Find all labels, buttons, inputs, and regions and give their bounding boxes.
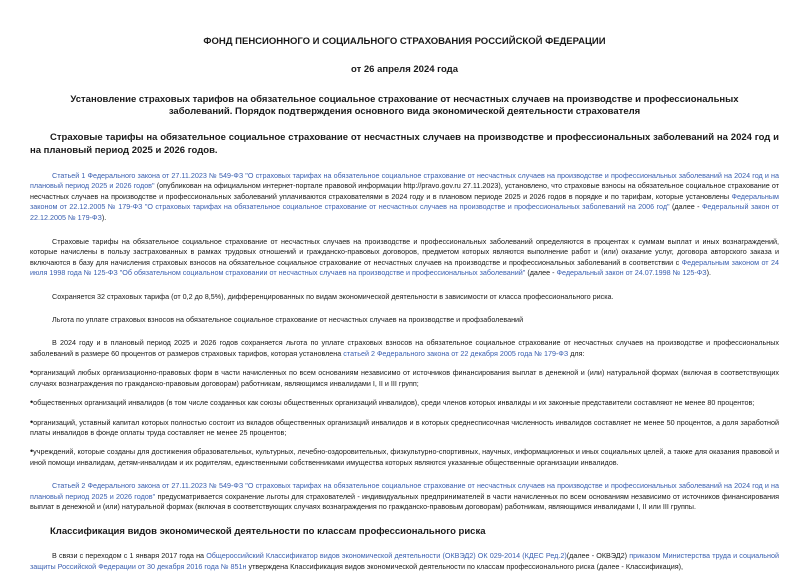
paragraph-text: утверждена Классификация видов экономической деятельности по классам профессионального риска (далее - Классификация), (246, 561, 684, 571)
law-link[interactable]: Статьей 2 Федерального закона от 27.11.2023 № 549-ФЗ "О страховых тарифах на обязательное социальное страхование от несчастных случаев на производстве и профессиональных заболеваний на 2024 год и на плановый период 2025 и 2026 годов" (30, 481, 779, 501)
law-link[interactable]: Общероссийский Классификатор видов экономической деятельности (ОКВЭД2) ОК 029-2014 (КДЕС Ред.2) (206, 551, 567, 561)
law-link[interactable]: приказом Министерства труда и социальной защиты Российской Федерации от 30 декабря 2016 года № 851н (30, 551, 780, 571)
paragraph-text: Страховые тарифы на обязательное социальное страхование от несчастных случаев на производстве и профессиональных заболеваний определяются в процентах к суммам выплат и иных вознаграждений, которые начислены в пользу застрахованных в рамках трудовых отношений и гражданско-правовых договоров, предметом которых являются выполнение работ и (или) оказание услуг, договора авторского заказа и включаются в базу для начисления страховых взносов на обязательное социальное страхование от несчастных случаев на производстве и профессиональных заболеваний в соответствии с (30, 237, 779, 267)
list-item-text: общественных организаций инвалидов (в том числе созданных как союзы общественных организаций инвалидов), среди членов которых инвалиды и их законные представители составляют не менее 80 процентов; (33, 398, 755, 408)
document-title: Установление страховых тарифов на обязательное социальное страхование от несчастных случаев на производстве и профессиональных заболеваний. Порядок подтверждения основного вида экономической деятельности страхователя (70, 94, 739, 117)
paragraph-text: (далее - (669, 202, 702, 212)
list-item-text: организаций, уставный капитал которых полностью состоит из вкладов общественных организаций инвалидов и в которых среднесписочная численность инвалидов составляет не менее 50 процентов, а доля заработной платы инвалидов в фонде оплаты труда составляет не менее 25 процентов; (30, 417, 779, 437)
list-item (30, 418, 779, 439)
paragraph-benefit (30, 338, 779, 359)
paragraph-text: ). (101, 212, 107, 222)
paragraph-text: (далее - (525, 268, 557, 278)
paragraph-text: В связи с переходом с 1 января 2017 года на (52, 551, 207, 561)
paragraph-text: (опубликован на официальном интернет-портале правовой информации http://pravo.gov.ru 27.11.2023), установлено, что страховые взносы на обязательное социальное страхование от несчастных случаев на производстве и профессиональных заболеваний уплачиваются страхователями в 2024 году и в плановом периоде 2025 и 2026 годов в порядке и по тарифам, которые установлены (30, 181, 779, 201)
list-item-text: организаций любых организационно-правовых форм в части начисленных по всем основаниям независимо от источников финансирования выплат в денежной и (или) натуральной формах (включая в соответствующих случаях вознаграждения по гражданско-правовым договорам) работникам, являющимся инвалидами I, II и III групп; (30, 368, 779, 388)
list-item (30, 368, 779, 389)
bullet-dot-icon: • (30, 416, 34, 427)
law-link[interactable]: Федеральным законом от 22.12.2005 № 179-ФЗ "О страховых тарифах на обязательное социальное страхование от несчастных случаев на производстве и профессиональных заболеваний на 2006 год" (30, 191, 779, 212)
paragraph-article-2 (30, 481, 779, 512)
list-item-text: учреждений, которые созданы для достижения образовательных, культурных, лечебно-оздоровительных, физкультурно-спортивных, научных, информационных и иных социальных целей, а также для оказания правовой и иной помощи инвалидам, детям-инвалидам и их родителям, единственными собственниками имущества которых являются указанные общественные организации инвалидов. (30, 447, 779, 467)
paragraph-article-1 (30, 171, 779, 223)
paragraph-text: (далее - ОКВЭД2) (566, 551, 630, 561)
section-heading-tariffs: Страховые тарифы на обязательное социальное страхование от несчастных случаев на производстве и профессиональных заболеваний на 2024 год и на плановый период 2025 и 2026 годов. (30, 132, 779, 156)
document-date: от 26 апреля 2024 года (351, 64, 458, 75)
bullet-dot-icon: • (30, 397, 34, 408)
bullet-dot-icon: • (30, 367, 34, 378)
law-link[interactable]: Федеральным законом от 24 июля 1998 года № 125-ФЗ "Об обязательном социальном страховании от несчастных случаев на производстве и профессиональных заболеваний" (30, 257, 780, 278)
paragraph-classification (30, 551, 779, 571)
org-title: ФОНД ПЕНСИОННОГО И СОЦИАЛЬНОГО СТРАХОВАНИЯ РОССИЙСКОЙ ФЕДЕРАЦИИ (203, 36, 606, 47)
paragraph-tariff-definition (30, 237, 779, 279)
law-link[interactable]: статьей 2 Федерального закона от 22 декабря 2005 года № 179-ФЗ (343, 348, 569, 358)
list-item (30, 398, 779, 408)
law-link[interactable]: Статьей 1 Федерального закона от 27.11.2023 № 549-ФЗ "О страховых тарифах на обязательное социальное страхование от несчастных случаев на производстве и профессиональных заболеваний на 2024 год и на плановый период 2025 и 2026 годов" (30, 171, 779, 191)
paragraph-text: предусматривается сохранение льготы для страхователей - индивидуальных предпринимателей в части начисленных по всем основаниям независимо от источников финансирования выплат в денежной и (или) натуральной формах (включая в соответствующих случаях вознаграждения по гражданско-правовым договорам) работникам, являющимся инвалидами I, II или III группы. (30, 491, 780, 511)
paragraph-text: В 2024 году и в плановый период 2025 и 2026 годов сохраняется льгота по уплате страховых взносов на обязательное социальное страхование от несчастных случаев на производстве и профессиональных заболеваний в размере 60 процентов от размеров страховых тарифов, которая установлена (30, 338, 779, 358)
section-heading-classification: Классификация видов экономической деятельности по классам профессионального риска (50, 526, 486, 538)
bullet-dot-icon: • (30, 446, 34, 457)
law-link[interactable]: Федеральный закон от 24.07.1998 № 125-ФЗ (556, 268, 707, 278)
paragraph-tariff-count: Сохраняется 32 страховых тарифа (от 0,2 до 8,5%), дифференцированных по видам экономической деятельности в зависимости от класса профессионального риска. (52, 291, 614, 301)
paragraph-benefit-title: Льгота по уплате страховых взносов на обязательное социальное страхование от несчастных случаев на производстве и профзаболеваний (52, 315, 524, 325)
paragraph-text: ). (706, 268, 711, 278)
paragraph-text: для: (568, 348, 585, 358)
law-link[interactable]: Федеральный закон от 22.12.2005 № 179-ФЗ (30, 202, 779, 222)
list-item (30, 447, 779, 468)
